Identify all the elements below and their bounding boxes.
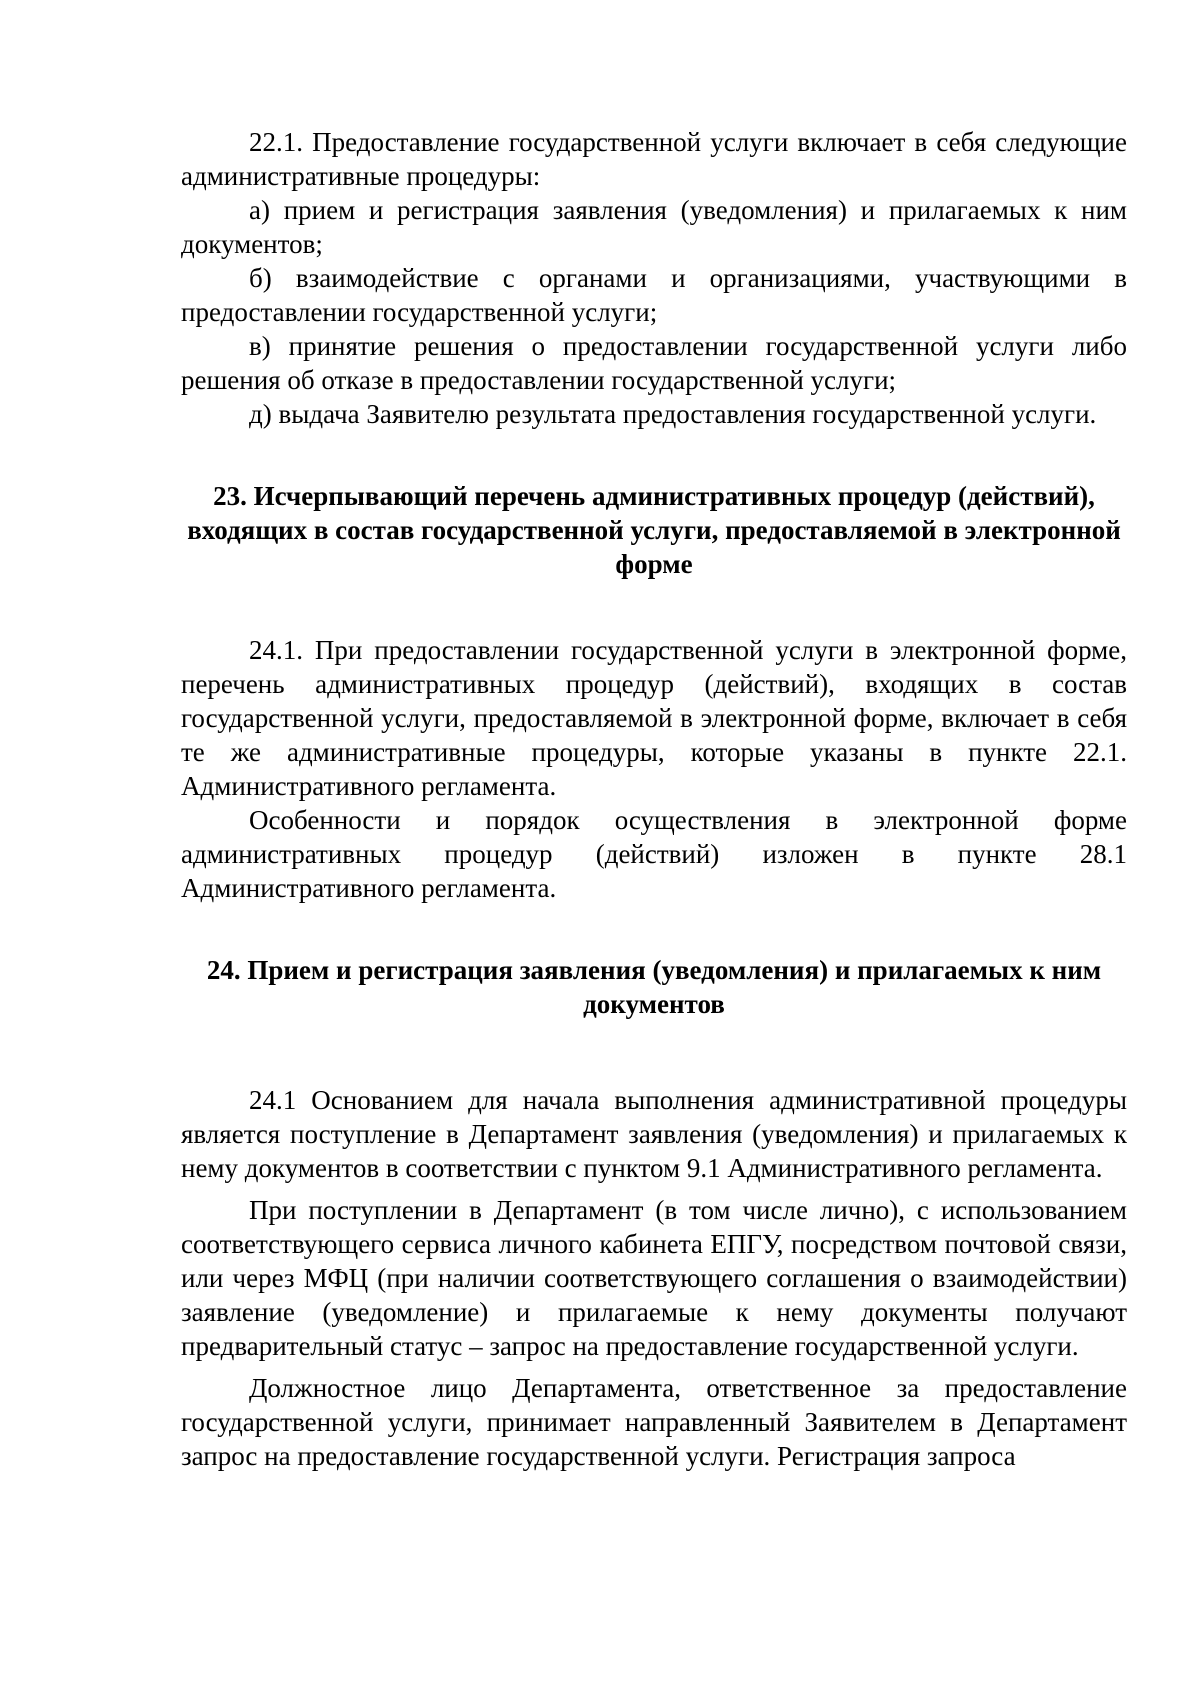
section-24-body: [181, 1083, 1127, 1473]
section-23-body: [181, 633, 1127, 905]
section-heading-23: 23. Исчерпывающий перечень административных процедур (действий), входящих в состав государственной услуги, предоставляемой в электронной форме: [187, 481, 1121, 579]
paragraph-features: Особенности и порядок осуществления в электронной форме административных процедур (действий) изложен в пункте 28.1 Административного регламента.: [181, 805, 1127, 903]
paragraph-receipt: При поступлении в Департамент (в том числе лично), с использованием соответствующего сервиса личного кабинета ЕПГУ, посредством почтовой связи, или через МФЦ (при наличии соответствующего соглашения о взаимодействии) заявление (уведомление) и прилагаемые к нему документы получают предварительный статус – запрос на предоставление государственной услуги.: [181, 1195, 1127, 1361]
list-item-v: в) принятие решения о предоставлении государственной услуги либо решения об отказе в предоставлении государственной услуги;: [181, 331, 1127, 395]
paragraph-24-1-electronic: 24.1. При предоставлении государственной услуги в электронной форме, перечень административных процедур (действий), входящих в состав государственной услуги, предоставляемой в электронной форме, включает в себя те же административные процедуры, которые указаны в пункте 22.1. Административного регламента.: [181, 635, 1127, 801]
paragraph-24-1-basis: 24.1 Основанием для начала выполнения административной процедуры является поступление в Департамент заявления (уведомления) и прилагаемых к нему документов в соответствии с пунктом 9.1 Административного регламента.: [181, 1085, 1127, 1183]
list-item-d: д) выдача Заявителю результата предоставления государственной услуги.: [249, 399, 1097, 429]
document-page: [181, 125, 1127, 1473]
section-22: [181, 125, 1127, 431]
list-item-a: а) прием и регистрация заявления (уведомления) и прилагаемых к ним документов;: [181, 195, 1127, 259]
section-heading-24: 24. Прием и регистрация заявления (уведомления) и прилагаемых к ним документов: [206, 955, 1102, 1019]
paragraph-official: Должностное лицо Департамента, ответственное за предоставление государственной услуги, принимает направленный Заявителем в Департамент запрос на предоставление государственной услуги. Регистрация запроса: [181, 1373, 1127, 1471]
paragraph-22-1: 22.1. Предоставление государственной услуги включает в себя следующие административные процедуры:: [181, 127, 1127, 191]
list-item-b: б) взаимодействие с органами и организациями, участвующими в предоставлении государственной услуги;: [181, 263, 1127, 327]
